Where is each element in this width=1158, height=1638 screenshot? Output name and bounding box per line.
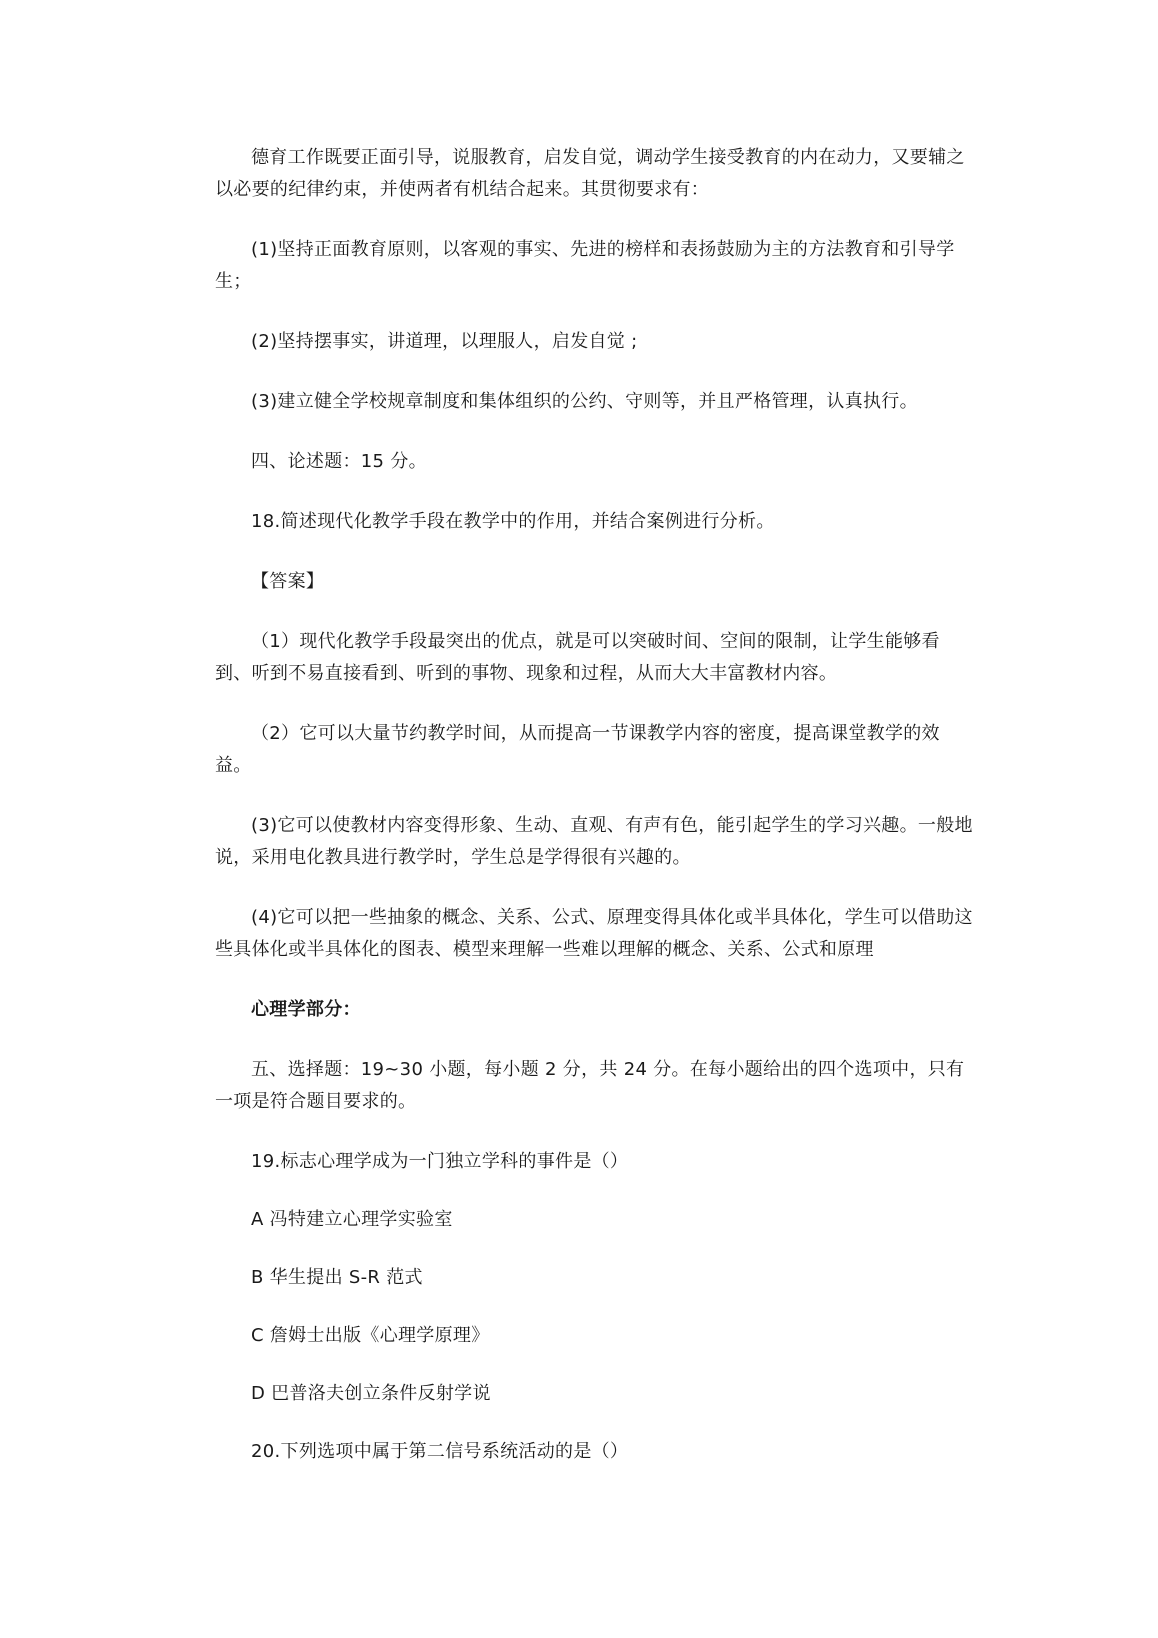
question-19-option-d: D 巴普洛夫创立条件反射学说 [251, 1383, 491, 1404]
paragraph-requirement-2: (2)坚持摆事实，讲道理，以理服人，启发自觉 ; [251, 331, 638, 352]
answer-point-2: （2）它可以大量节约教学时间，从而提高一节课教学内容的密度，提高课堂教学的效益。 [215, 723, 940, 776]
answer-point-4: (4)它可以把一些抽象的概念、关系、公式、原理变得具体化或半具体化，学生可以借助这些具体化或半具体化的图表、模型来理解一些难以理解的概念、关系、公式和原理 [215, 907, 973, 960]
paragraph-requirement-1: (1)坚持正面教育原则，以客观的事实、先进的榜样和表扬鼓励为主的方法教育和引导学生； [215, 239, 955, 292]
question-18: 18.简述现代化教学手段在教学中的作用，并结合案例进行分析。 [251, 511, 775, 532]
question-20: 20.下列选项中属于第二信号系统活动的是（） [251, 1441, 629, 1462]
question-19-option-b: B 华生提出 S-R 范式 [251, 1267, 423, 1288]
paragraph-moral-education-intro: 德育工作既要正面引导，说服教育，启发自觉，调动学生接受教育的内在动力，又要辅之以必要的纪律约束，并使两者有机结合起来。其贯彻要求有： [215, 147, 965, 200]
section-heading-psychology: 心理学部分： [251, 999, 361, 1020]
paragraph-requirement-3: (3)建立健全学校规章制度和集体组织的公约、守则等，并且严格管理，认真执行。 [251, 391, 918, 412]
section-heading-multiple-choice: 五、选择题：19~30 小题，每小题 2 分，共 24 分。在每小题给出的四个选项中，只有一项是符合题目要求的。 [215, 1059, 965, 1112]
answer-point-3: (3)它可以使教材内容变得形象、生动、直观、有声有色，能引起学生的学习兴趣。一般地说，采用电化教具进行教学时，学生总是学得很有兴趣的。 [215, 815, 973, 868]
section-heading-essay: 四、论述题：15 分。 [251, 451, 427, 472]
question-19-option-c: C 詹姆士出版《心理学原理》 [251, 1325, 490, 1346]
question-19: 19.标志心理学成为一门独立学科的事件是（） [251, 1151, 629, 1172]
answer-point-1: （1）现代化教学手段最突出的优点，就是可以突破时间、空间的限制，让学生能够看到、听到不易直接看到、听到的事物、现象和过程，从而大大丰富教材内容。 [215, 631, 940, 684]
document-body [215, 142, 975, 1468]
question-19-option-a: A 冯特建立心理学实验室 [251, 1209, 453, 1230]
answer-label: 【答案】 [251, 571, 325, 592]
